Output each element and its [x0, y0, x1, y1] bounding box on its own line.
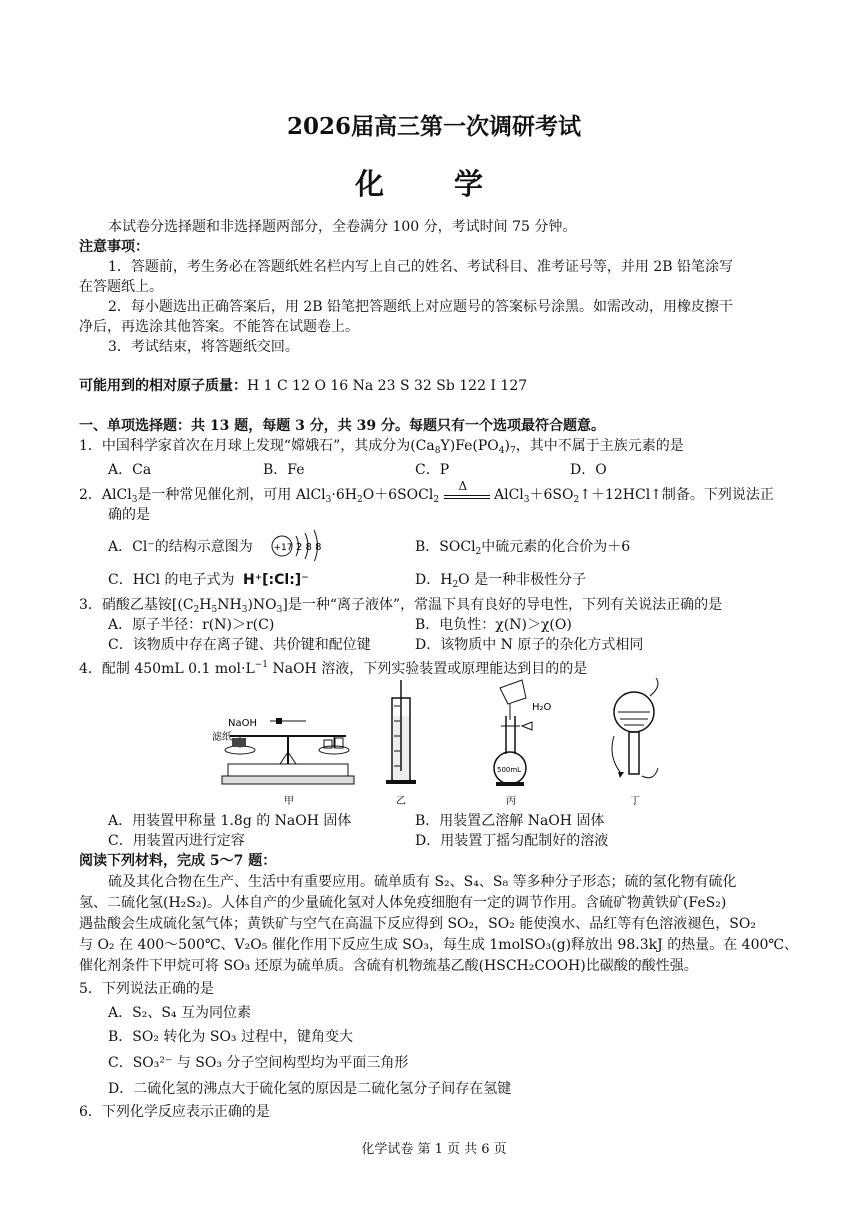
q1-stem-c: )	[504, 438, 510, 454]
reading-line-3: 遇盐酸会生成硫化氢气体；黄铁矿与空气在高温下反应得到 SO₂，SO₂ 能使溴水、品红等有色溶液褪色，SO₂	[79, 916, 756, 932]
q4-option-d: D．用装置丁摇匀配制好的溶液	[415, 833, 609, 849]
intro-text: 本试卷分选择题和非选择题两部分，全卷满分 100 分，考试时间 75 分钟。	[108, 219, 577, 235]
notice-item-3: 3．考试结束，将答题纸交回。	[108, 339, 299, 355]
q2-option-a	[108, 537, 253, 557]
q3-s3: NH	[217, 597, 242, 613]
q1-stem-d: ，其中不属于主族元素的是	[515, 438, 684, 454]
atomic-mass-line	[79, 376, 527, 396]
q2-s1: 2．AlCl	[79, 487, 132, 503]
q2-option-b-b: 中硫元素的化合价为＋6	[481, 539, 631, 555]
reading-line-1: 硫及其化合物在生产、生活中有重要应用。硫单质有 S₂、S₄、S₈ 等多种分子形态；硫的氢化物有硫化	[108, 874, 737, 890]
reading-heading: 阅读下列材料，完成 5～7 题：	[79, 853, 277, 869]
q5-option-c: C．SO₃²⁻ 与 SO₃ 分子空间构型均为平面三角形	[108, 1055, 409, 1071]
atomic-mass-values: H 1 C 12 O 16 Na 23 S 32 Sb 122 I 127	[247, 378, 528, 394]
q5-option-d: D．二硫化氢的沸点大于硫化氢的原因是二硫化氢分子间存在氢键	[108, 1081, 512, 1097]
q3-option-d: D．该物质中 N 原子的杂化方式相同	[415, 637, 644, 653]
q4-s2: NaOH 溶液，下列实验装置或原理能达到目的的是	[268, 661, 588, 677]
q6-stem: 6．下列化学反应表示正确的是	[79, 1104, 270, 1120]
hcl-electron-formula: H⁺[:Cl:]⁻	[243, 572, 309, 588]
naoh-label: NaOH	[228, 718, 257, 729]
q2-s4: O＋6SOCl	[362, 487, 434, 503]
q3-option-a: A．原子半径：r(N)＞r(C)	[108, 617, 275, 633]
q1-sub7: 7	[509, 446, 516, 456]
q3-option-b: B．电负性：χ(N)＞χ(O)	[415, 617, 572, 633]
q3-option-c: C．该物质中存在离子键、共价键和配位键	[108, 637, 371, 653]
heating-arrow	[444, 479, 490, 499]
balance-apparatus	[212, 718, 354, 784]
q1-stem-a: 1．中国科学家首次在月球上发现“嫦娥石”，其成分为(Ca	[79, 438, 435, 454]
q2-option-c-text: C．HCl 的电子式为	[108, 572, 235, 588]
notice-item-1: 1．答题前，考生务必在答题纸姓名栏内写上自己的姓名、考试科目、准考证号等，并用 2B 铅笔涂写	[108, 259, 734, 275]
electron-shells: 2 8 8	[296, 542, 322, 553]
q1-stem	[79, 436, 684, 461]
q3-s4: )NO	[247, 597, 277, 613]
figure-label-yi: 乙	[396, 796, 406, 806]
q3-s5: ]是一种“离子液体”，常温下具有良好的导电性，下列有关说法正确的是	[282, 597, 723, 613]
q2-s2: 是一种常见催化剂，可用 AlCl	[137, 487, 326, 503]
figure-label-ding: 丁	[630, 796, 640, 806]
apparatus-figure	[210, 676, 670, 806]
filter-paper-label: 滤纸	[212, 732, 232, 743]
reading-line-5: 催化剂条件下甲烷可将 SO₃ 还原为硫单质。含硫有机物巯基乙酸(HSCH₂COOH)比碳酸的酸性强。	[79, 958, 698, 974]
q2-s7: ↑＋12HCl↑制备。下列说法正	[579, 487, 774, 503]
q1-sub8: 8	[434, 446, 441, 456]
delta-symbol: Δ	[458, 479, 468, 493]
q2-option-c	[108, 570, 309, 590]
q2-option-d-a: D．H	[415, 572, 453, 588]
q5-option-a: A．S₂、S₄ 互为同位素	[108, 1005, 251, 1021]
reading-line-4: 与 O₂ 在 400～500℃、V₂O₅ 催化作用下反应生成 SO₃，每生成 1molSO₃(g)释放出 98.3kJ 的热量。在 400℃、	[79, 937, 799, 953]
notice-item-1-cont: 在答题纸上。	[79, 279, 163, 295]
q1-option-c: C．P	[415, 462, 450, 478]
flask-apparatus	[494, 680, 552, 786]
q4-option-a: A．用装置甲称量 1.8g 的 NaOH 固体	[108, 813, 352, 829]
notice-item-2: 2．每小题选出正确答案后，用 2B 铅笔把答题纸上对应题号的答案标号涂黑。如需改动，用橡皮擦干	[108, 299, 734, 315]
q4-sup: −1	[254, 660, 269, 670]
q2-s5: AlCl	[494, 487, 524, 503]
q4-s1: 4．配制 450mL 0.1 mol·L	[79, 661, 255, 677]
q1-stem-b: Y)Fe(PO	[440, 438, 499, 454]
q2-option-b-a: B．SOCl	[415, 539, 476, 555]
chloride-ion-diagram	[270, 527, 330, 561]
q2-s3: ·6H	[331, 487, 357, 503]
q2-option-d: D．$H_2O$ 是一种非极性分子	[415, 572, 587, 590]
q1-option-d: D．O	[570, 462, 607, 478]
notice-heading: 注意事项：	[79, 239, 149, 255]
cylinder-apparatus	[386, 680, 416, 784]
page-footer: 化学试卷 第 1 页 共 6 页	[361, 1142, 507, 1157]
q4-option-c: C．用装置丙进行定容	[108, 833, 245, 849]
q5-stem: 5．下列说法正确的是	[79, 981, 214, 997]
q2-stem-cont: 确的是	[108, 507, 150, 523]
q1-sub4: 4	[498, 446, 505, 456]
q3-s1: 3．硝酸乙基铵[(C	[79, 597, 194, 613]
reading-line-2: 氢、二硫化氢(H₂S₂)。人体自产的少量硫化氢对人体免疫细胞有一定的调节作用。含硫矿物黄铁矿(FeS₂)	[79, 895, 727, 911]
flask-volume-label: 500mL	[497, 766, 522, 774]
q2-option-a-text: A．Cl⁻的结构示意图为	[108, 539, 253, 555]
q2-stem: 2．AlCl$_3$是一种常见催化剂，可用 $AlCl_3\cdot 6H_2O+6SOCl_2$ Δ $AlCl_3+6SO_2↑+12HCl↑$制备。下列说法正	[79, 485, 774, 510]
q3-stem: 3．硝酸乙基铵$[(C_2H_5NH_3)NO_3]$是一种“离子液体”，常温下具有良好的导电性，下列有关说法正确的是	[79, 597, 723, 615]
figure-label-bing: 丙	[506, 796, 516, 806]
exam-title: 2026届高三第一次调研考试	[286, 113, 581, 140]
q2-option-b: B．SOCl$_2$中硫元素的化合价为＋6	[415, 539, 631, 557]
q5-option-b: B．SO₂ 转化为 SO₃ 过程中，键角变大	[108, 1029, 353, 1045]
atomic-mass-label: 可能用到的相对原子质量：	[79, 378, 247, 394]
water-label: H₂O	[532, 702, 552, 713]
subject-title: 化 学	[354, 167, 514, 201]
figure-label-jia: 甲	[284, 796, 294, 806]
q2-option-d-b: O 是一种非极性分子	[458, 572, 587, 588]
shaking-apparatus	[612, 678, 658, 778]
nucleus-charge: +17	[273, 543, 293, 553]
q4-option-b: B．用装置乙溶解 NaOH 固体	[415, 813, 605, 829]
notice-item-2-cont: 净后，再选涂其他答案。不能答在试题卷上。	[79, 319, 359, 335]
q3-s2: H	[199, 597, 212, 613]
section-heading: 一、单项选择题：共 13 题，每题 3 分，共 39 分。每题只有一个选项最符合题意。	[79, 418, 605, 434]
q1-option-a: A．Ca	[108, 462, 152, 478]
q1-option-b: B．Fe	[263, 462, 305, 478]
q2-s6: ＋6SO	[529, 487, 574, 503]
